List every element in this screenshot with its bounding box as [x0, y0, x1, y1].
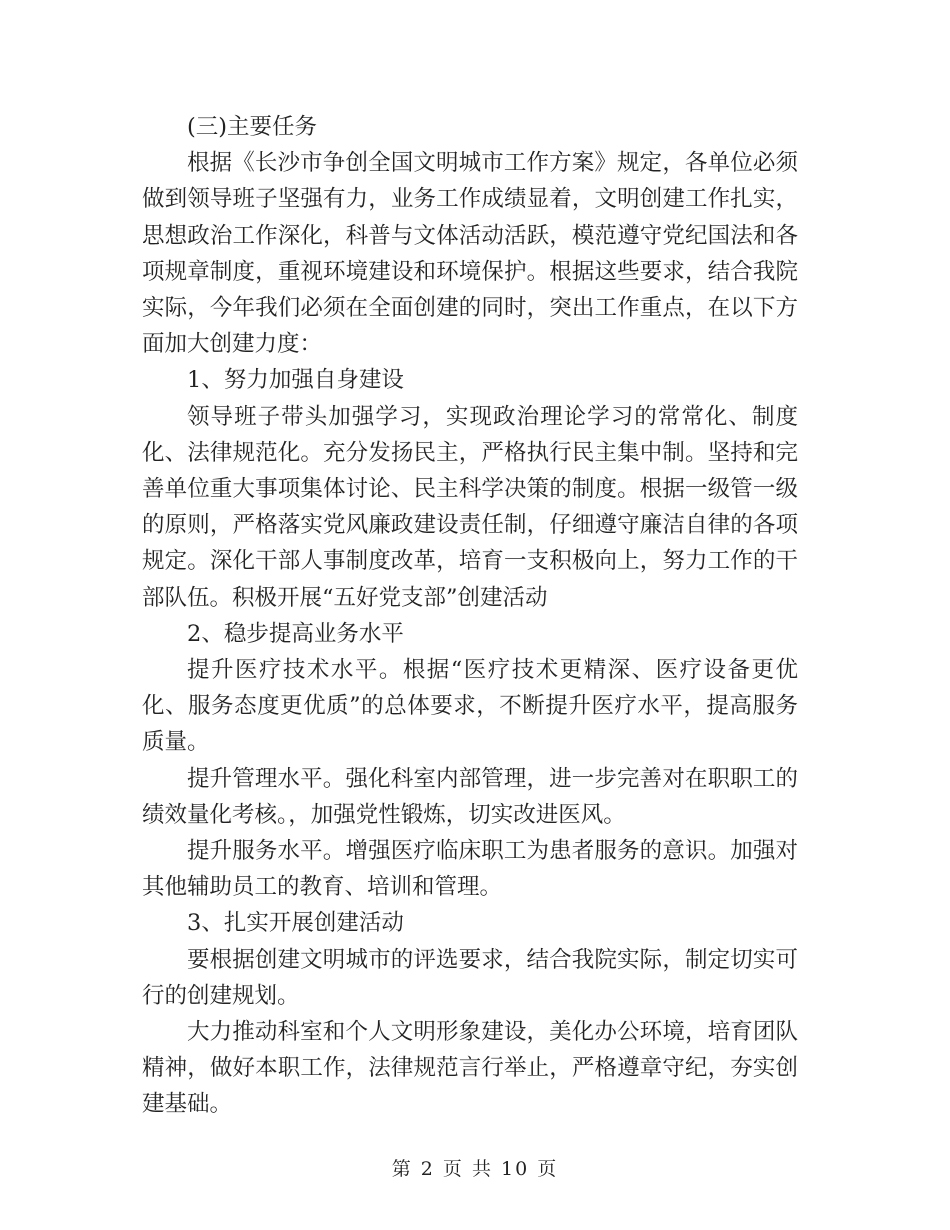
subsection-heading: 1、努力加强自身建设	[187, 367, 404, 394]
paragraph: 提升医疗技术水平。根据“医疗技术更精深、医疗设备更优化、服务态度更优质”的总体要求，不断提升医疗水平，提高服务质量。	[142, 657, 798, 756]
paragraph: 大力推动科室和个人文明形象建设，美化办公环境，培育团队精神，做好本职工作，法律规范言行举止，严格遵章守纪，夯实创建基础。	[142, 1019, 798, 1118]
paragraph: 提升管理水平。强化科室内部管理，进一步完善对在职职工的绩效量化考核。，加强党性锻炼，切实改进医风。	[142, 765, 798, 828]
paragraph: 领导班子带头加强学习，实现政治理论学习的常常化、制度化、法律规范化。充分发扬民主，严格执行民主集中制。坚持和完善单位重大事项集体讨论、民主科学决策的制度。根据一级管一级的原则，严格落实党风廉政建设责任制，仔细遵守廉洁自律的各项规定。深化干部人事制度改革，培育一支积极向上，努力工作的干部队伍。积极开展“五好党支部”创建活动	[142, 403, 798, 611]
paragraph: 提升服务水平。增强医疗临床职工为患者服务的意识。加强对其他辅助员工的教育、培训和管理。	[142, 838, 798, 901]
subsection-heading: 3、扎实开展创建活动	[187, 910, 404, 937]
page-number: 第 2 页 共 10 页	[391, 1158, 559, 1180]
subsection-heading: 2、稳步提高业务水平	[187, 620, 404, 647]
paragraph: 根据《长沙市争创全国文明城市工作方案》规定，各单位必须做到领导班子坚强有力，业务工作成绩显着，文明创建工作扎实，思想政治工作深化，科普与文体活动活跃，模范遵守党纪国法和各项规章制度，重视环境建设和环境保护。根据这些要求，结合我院实际，今年我们必须在全面创建的同时，突出工作重点，在以下方面加大创建力度：	[142, 150, 798, 358]
section-heading: (三)主要任务	[187, 114, 318, 140]
document-body	[142, 109, 798, 1123]
paragraph: 要根据创建文明城市的评选要求，结合我院实际，制定切实可行的创建规划。	[142, 946, 798, 1009]
